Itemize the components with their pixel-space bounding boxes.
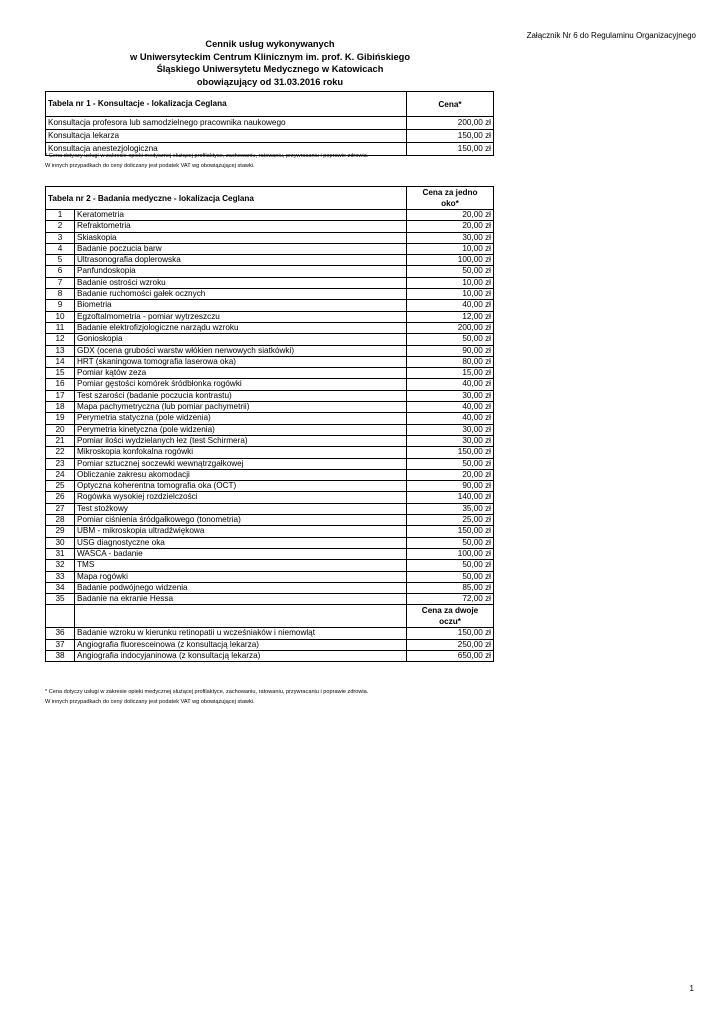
table-row — [46, 639, 494, 650]
table-row — [46, 390, 494, 401]
table-row — [46, 311, 494, 322]
test-name: Mapa rogówki — [75, 571, 407, 582]
test-price: 50,00 zł — [407, 560, 494, 571]
test-name: Keratometria — [75, 210, 407, 221]
service-price: 150,00 zł — [407, 143, 494, 156]
test-name: Skiaskopia — [75, 232, 407, 243]
row-number: 15 — [46, 368, 75, 379]
test-price: 80,00 zł — [407, 356, 494, 367]
test-price: 200,00 zł — [407, 322, 494, 333]
test-price: 90,00 zł — [407, 481, 494, 492]
test-price: 35,00 zł — [407, 503, 494, 514]
table-row — [46, 435, 494, 446]
table-row — [46, 458, 494, 469]
note-line: * Cena dotyczy usługi w zakresie opieki medycznej służącej profilaktyce, zachowaniu, ratowaniu, przywracaniu i poprawie zdrowia. — [45, 689, 369, 695]
price-header-line: Cena za jedno — [422, 188, 478, 197]
test-price: 150,00 zł — [407, 447, 494, 458]
annex-label: Załącznik Nr 6 do Regulaminu Organizacyjnego — [526, 31, 696, 40]
table-row — [46, 117, 494, 130]
table-row — [46, 266, 494, 277]
table-subheader-row — [46, 605, 494, 628]
empty-cell — [75, 605, 407, 628]
table2-note — [45, 688, 368, 707]
test-name: Rogówka wysokiej rozdzielczości — [75, 492, 407, 503]
table-row — [46, 424, 494, 435]
table-row — [46, 368, 494, 379]
table-header: Tabela nr 2 - Badania medyczne - lokalizacja Ceglana — [46, 187, 407, 210]
test-price: 250,00 zł — [407, 639, 494, 650]
test-name: Pomiar gęstości komórek śródbłonka rogówki — [75, 379, 407, 390]
row-number: 17 — [46, 390, 75, 401]
title-line: Cennik usług wykonywanych — [205, 39, 335, 49]
test-name: Angiografia indocyjaninowa (z konsultacją lekarza) — [75, 650, 407, 661]
note-line: W innych przypadkach do ceny doliczany jest podatek VAT wg obowiązującej stawki. — [45, 162, 255, 169]
row-number: 16 — [46, 379, 75, 390]
service-price: 200,00 zł — [407, 117, 494, 130]
row-number: 4 — [46, 243, 75, 254]
table-row — [46, 515, 494, 526]
title-line: obowiązujący od 31.03.2016 roku — [196, 76, 344, 87]
row-number: 11 — [46, 322, 75, 333]
row-number: 28 — [46, 515, 75, 526]
service-name: Konsultacja anestezjologiczna — [46, 143, 407, 156]
table-row — [46, 481, 494, 492]
row-number: 36 — [46, 628, 75, 639]
price-header — [407, 187, 494, 210]
table-row — [46, 582, 494, 593]
table-row — [46, 537, 494, 548]
table-row — [46, 628, 494, 639]
table-row — [46, 469, 494, 480]
row-number: 8 — [46, 289, 75, 300]
row-number: 26 — [46, 492, 75, 503]
row-number: 27 — [46, 503, 75, 514]
test-price: 40,00 zł — [407, 379, 494, 390]
price-header-line: Cena za dwoje — [421, 606, 479, 616]
price-header-line: oko* — [441, 199, 459, 208]
table-row — [46, 356, 494, 367]
test-name: Badanie poczucia barw — [75, 243, 407, 254]
test-name: Pomiar sztucznej soczewki wewnątrzgałkowej — [75, 458, 407, 469]
test-price: 40,00 zł — [407, 413, 494, 424]
test-price: 25,00 zł — [407, 515, 494, 526]
table-row — [46, 492, 494, 503]
table-row — [46, 322, 494, 333]
row-number: 18 — [46, 402, 75, 413]
test-price: 150,00 zł — [407, 628, 494, 639]
service-name: Konsultacja lekarza — [46, 130, 407, 143]
table-body — [46, 628, 494, 662]
test-price: 50,00 zł — [407, 571, 494, 582]
test-price: 10,00 zł — [407, 277, 494, 288]
table-header-row — [46, 92, 494, 117]
test-price: 10,00 zł — [407, 289, 494, 300]
row-number: 22 — [46, 447, 75, 458]
table-row — [46, 255, 494, 266]
test-name: Test stożkowy — [75, 503, 407, 514]
test-name: Refraktometria — [75, 221, 407, 232]
table-row — [46, 221, 494, 232]
table-header-row — [46, 187, 494, 210]
table-row — [46, 379, 494, 390]
test-name: Badanie ruchomości gałek ocznych — [75, 289, 407, 300]
row-number: 20 — [46, 424, 75, 435]
test-name: Badanie ostrości wzroku — [75, 277, 407, 288]
page-number: 1 — [689, 984, 694, 993]
test-name: Pomiar ciśnienia śródgałkowego (tonometria) — [75, 515, 407, 526]
test-price: 20,00 zł — [407, 210, 494, 221]
test-price: 150,00 zł — [407, 526, 494, 537]
test-name: Panfundoskopia — [75, 266, 407, 277]
test-name: Mapa pachymetryczna (lub pomiar pachymetrii) — [75, 402, 407, 413]
table-row — [46, 650, 494, 661]
test-name: Perymetria kinetyczna (pole widzenia) — [75, 424, 407, 435]
table-row — [46, 571, 494, 582]
medical-tests-table — [45, 186, 494, 662]
test-name: Perymetria statyczna (pole widzenia) — [75, 413, 407, 424]
table-row — [46, 334, 494, 345]
row-number: 32 — [46, 560, 75, 571]
table-row — [46, 277, 494, 288]
test-name: Badanie na ekranie Hessa — [75, 594, 407, 605]
test-name: Badanie wzroku w kierunku retinopatii u wcześniaków i niemowląt — [75, 628, 407, 639]
row-number: 2 — [46, 221, 75, 232]
test-name: Gonioskopia — [75, 334, 407, 345]
test-price: 30,00 zł — [407, 390, 494, 401]
test-price: 50,00 zł — [407, 334, 494, 345]
test-price: 40,00 zł — [407, 300, 494, 311]
test-price: 90,00 zł — [407, 345, 494, 356]
test-price: 50,00 zł — [407, 458, 494, 469]
test-name: TMS — [75, 560, 407, 571]
test-name: Badanie podwójnego widzenia — [75, 582, 407, 593]
test-name: Pomiar kątów zeza — [75, 368, 407, 379]
test-name: Biometria — [75, 300, 407, 311]
row-number: 6 — [46, 266, 75, 277]
test-price: 30,00 zł — [407, 424, 494, 435]
service-name: Konsultacja profesora lub samodzielnego pracownika naukowego — [46, 117, 407, 130]
test-price: 650,00 zł — [407, 650, 494, 661]
test-price: 100,00 zł — [407, 548, 494, 559]
row-number: 37 — [46, 639, 75, 650]
test-name: Angiografia fluoresceinowa (z konsultacją lekarza) — [75, 639, 407, 650]
test-price: 20,00 zł — [407, 221, 494, 232]
test-price: 20,00 zł — [407, 469, 494, 480]
row-number: 38 — [46, 650, 75, 661]
test-name: Pomiar ilości wydzielanych łez (test Schirmera) — [75, 435, 407, 446]
table-row — [46, 526, 494, 537]
table-row — [46, 300, 494, 311]
test-price: 50,00 zł — [407, 266, 494, 277]
table-row — [46, 548, 494, 559]
note-line: * Cena dotyczy usługi w zakresie opieki medycznej służącej profilaktyce, zachowaniu, ratowaniu, przywracaniu i poprawie zdrowia. — [45, 153, 369, 159]
price-header: Cena* — [407, 92, 494, 117]
table-row — [46, 243, 494, 254]
test-name: HRT (skaningowa tomografia laserowa oka) — [75, 356, 407, 367]
table-row — [46, 345, 494, 356]
consultations-table — [45, 91, 494, 156]
test-name: Optyczna koherentna tomografia oka (OCT) — [75, 481, 407, 492]
test-name: Egzoftalmometria - pomiar wytrzeszczu — [75, 311, 407, 322]
test-price: 40,00 zł — [407, 402, 494, 413]
row-number: 7 — [46, 277, 75, 288]
row-number: 21 — [46, 435, 75, 446]
empty-cell — [46, 605, 75, 628]
table1-note — [45, 152, 368, 171]
table-row — [46, 130, 494, 143]
row-number: 33 — [46, 571, 75, 582]
test-price: 30,00 zł — [407, 232, 494, 243]
row-number: 10 — [46, 311, 75, 322]
test-price: 10,00 zł — [407, 243, 494, 254]
table-row — [46, 413, 494, 424]
table-row — [46, 232, 494, 243]
title-line: Śląskiego Uniwersytetu Medycznego w Katowicach — [156, 64, 384, 74]
row-number: 31 — [46, 548, 75, 559]
row-number: 1 — [46, 210, 75, 221]
price-header — [407, 605, 494, 628]
table-row — [46, 447, 494, 458]
row-number: 35 — [46, 594, 75, 605]
row-number: 3 — [46, 232, 75, 243]
title-line: w Uniwersyteckim Centrum Klinicznym im. prof. K. Gibińskiego — [130, 51, 410, 62]
test-price: 140,00 zł — [407, 492, 494, 503]
test-name: UBM - mikroskopia ultradźwiękowa — [75, 526, 407, 537]
table-row — [46, 210, 494, 221]
row-number: 25 — [46, 481, 75, 492]
price-header-line: oczu* — [439, 617, 461, 627]
row-number: 24 — [46, 469, 75, 480]
note-line: W innych przypadkach do ceny doliczany jest podatek VAT wg obowiązującej stawki. — [45, 698, 255, 705]
test-name: Test szarości (badanie poczucia kontrastu) — [75, 390, 407, 401]
table-row — [46, 289, 494, 300]
table-row — [46, 560, 494, 571]
row-number: 23 — [46, 458, 75, 469]
table-row — [46, 594, 494, 605]
test-name: USG diagnostyczne oka — [75, 537, 407, 548]
test-name: Ultrasonografia doplerowska — [75, 255, 407, 266]
row-number: 29 — [46, 526, 75, 537]
test-name: GDX (ocena grubości warstw włókien nerwowych siatkówki) — [75, 345, 407, 356]
test-price: 12,00 zł — [407, 311, 494, 322]
row-number: 9 — [46, 300, 75, 311]
test-price: 50,00 zł — [407, 537, 494, 548]
service-price: 150,00 zł — [407, 130, 494, 143]
table-row — [46, 402, 494, 413]
row-number: 13 — [46, 345, 75, 356]
test-price: 85,00 zł — [407, 582, 494, 593]
test-name: Obliczanie zakresu akomodacji — [75, 469, 407, 480]
row-number: 12 — [46, 334, 75, 345]
row-number: 30 — [46, 537, 75, 548]
test-price: 72,00 zł — [407, 594, 494, 605]
row-number: 19 — [46, 413, 75, 424]
row-number: 14 — [46, 356, 75, 367]
table-header: Tabela nr 1 - Konsultacje - lokalizacja Ceglana — [46, 92, 407, 117]
document-title — [45, 38, 495, 88]
row-number: 34 — [46, 582, 75, 593]
test-name: WASCA - badanie — [75, 548, 407, 559]
test-price: 30,00 zł — [407, 435, 494, 446]
table-row — [46, 503, 494, 514]
test-price: 100,00 zł — [407, 255, 494, 266]
table-body — [46, 117, 494, 156]
test-name: Mikroskopia konfokalna rogówki — [75, 447, 407, 458]
test-price: 15,00 zł — [407, 368, 494, 379]
test-name: Badanie elektrofizjologiczne narządu wzroku — [75, 322, 407, 333]
row-number: 5 — [46, 255, 75, 266]
table-body — [46, 210, 494, 605]
